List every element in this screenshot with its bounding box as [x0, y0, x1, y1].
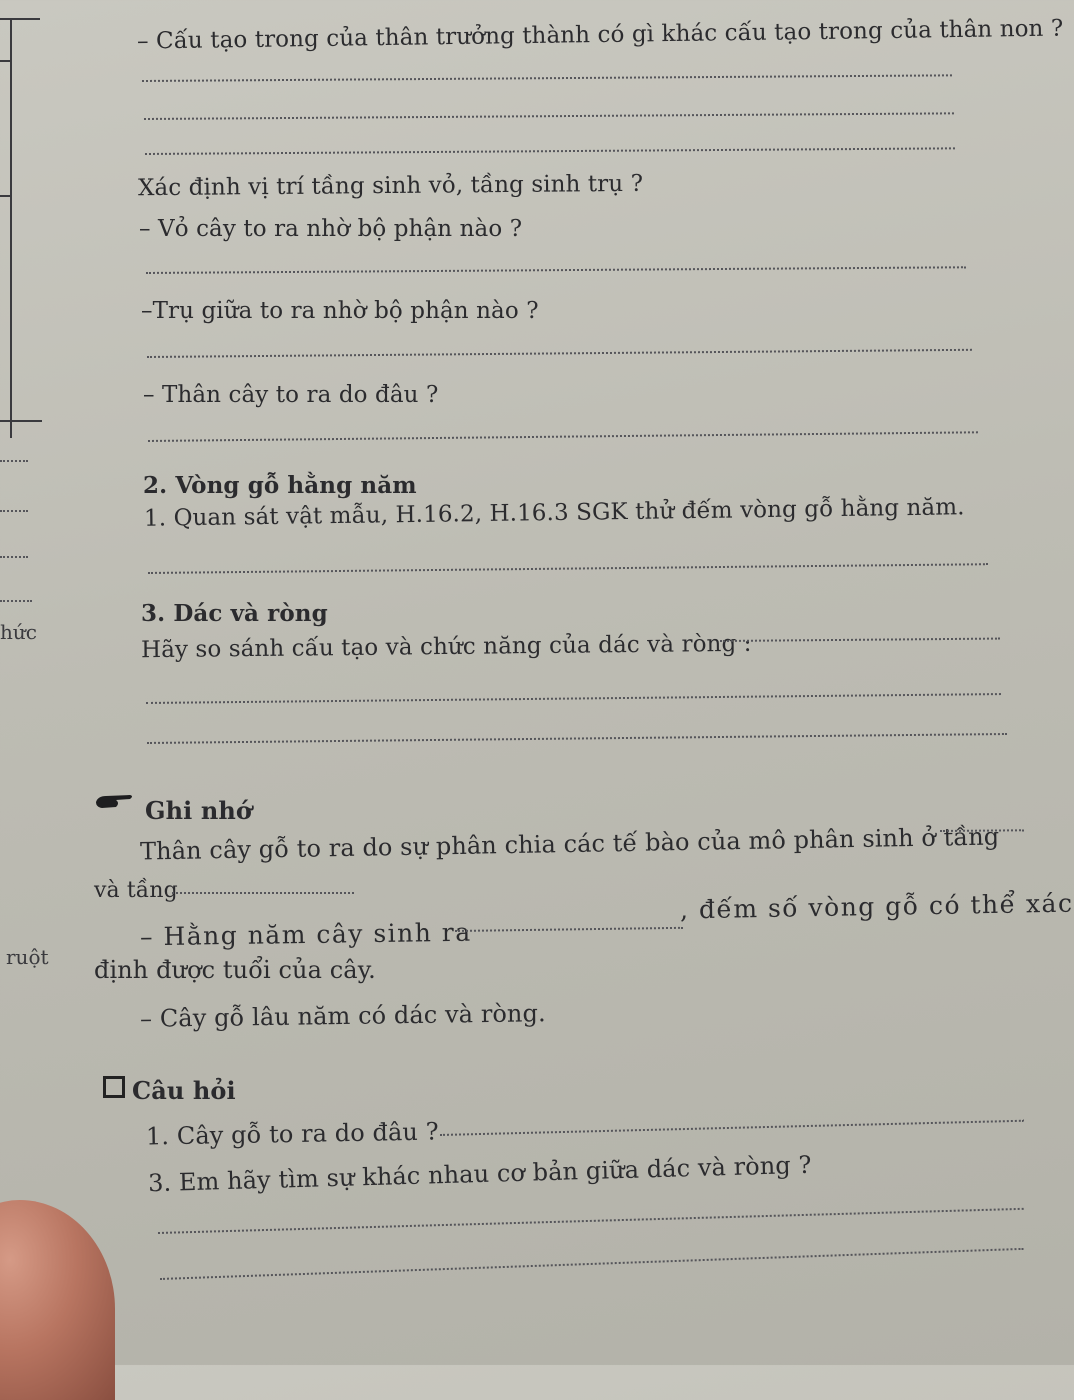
question-central-cylinder: –Trụ giữa to ra nhờ bộ phận nào ?	[141, 298, 539, 324]
remember-title: Ghi nhớ	[145, 796, 253, 825]
left-page-fragment: ruột	[6, 945, 49, 969]
answer-line	[144, 112, 954, 120]
answer-line	[147, 733, 1007, 744]
left-page-dots	[0, 600, 32, 602]
heading-annual-rings: 2. Vòng gỗ hằng năm	[143, 472, 417, 499]
answer-line	[160, 1248, 1024, 1280]
heading-sapwood-heartwood: 3. Dác và ròng	[141, 600, 328, 627]
left-page-fragment: hức	[0, 620, 37, 644]
thumb-photo-artifact	[0, 1200, 115, 1400]
remember-line-2a: – Hằng năm cây sinh ra	[139, 917, 472, 952]
remember-line-2c: định được tuổi của cây.	[94, 956, 376, 984]
left-page-dots	[0, 460, 28, 462]
item-observe-rings: 1. Quan sát vật mẫu, H.16.2, H.16.3 SGK thử đếm vòng gỗ hằng năm.	[143, 494, 965, 532]
remember-line-1: Thân cây gỗ to ra do sự phân chia các tế bào của mô phân sinh ở tầng	[139, 822, 1000, 866]
question-stem-growth: – Thân cây to ra do đâu ?	[143, 382, 439, 408]
answer-line	[440, 1120, 1024, 1136]
questions-title: Câu hỏi	[132, 1076, 236, 1105]
instruction-locate-layers: Xác định vị trí tầng sinh vỏ, tầng sinh trụ ?	[137, 170, 644, 202]
remember-line-3: – Cây gỗ lâu năm có dác và ròng.	[139, 999, 546, 1033]
answer-line	[720, 638, 1000, 642]
answer-line	[940, 829, 1024, 832]
question-1: 1. Cây gỗ to ra do đâu ?	[145, 1117, 439, 1151]
answer-line	[145, 147, 955, 155]
checkbox-icon	[103, 1076, 125, 1098]
answer-line	[455, 927, 683, 932]
left-page-border	[0, 195, 12, 197]
remember-line-1b: và tầng	[94, 878, 178, 903]
question-mature-stem: – Cấu tạo trong của thân trưởng thành có gì khác cấu tạo trong của thân non ?	[136, 15, 1064, 55]
answer-line	[148, 563, 988, 574]
left-page-border	[0, 60, 12, 62]
question-bark: – Vỏ cây to ra nhờ bộ phận nào ?	[139, 216, 523, 242]
answer-line	[147, 349, 972, 358]
answer-line	[142, 74, 952, 82]
left-page-dots	[0, 510, 28, 512]
answer-line	[146, 266, 966, 274]
answer-line	[158, 1208, 1024, 1234]
left-page-border	[10, 18, 12, 438]
pointing-hand-icon	[94, 793, 134, 811]
answer-line	[146, 693, 1001, 704]
remember-line-2b: , đếm số vòng gỗ có thể xác	[679, 888, 1074, 925]
answer-line	[172, 892, 354, 894]
left-page-border	[0, 18, 40, 20]
answer-line	[148, 431, 978, 442]
item-compare-sapwood: Hãy so sánh cấu tạo và chức năng của dác và ròng :	[140, 630, 752, 664]
question-3: 3. Em hãy tìm sự khác nhau cơ bản giữa dác và ròng ?	[147, 1150, 812, 1198]
left-page-dots	[0, 556, 28, 558]
left-page-border	[0, 420, 42, 422]
